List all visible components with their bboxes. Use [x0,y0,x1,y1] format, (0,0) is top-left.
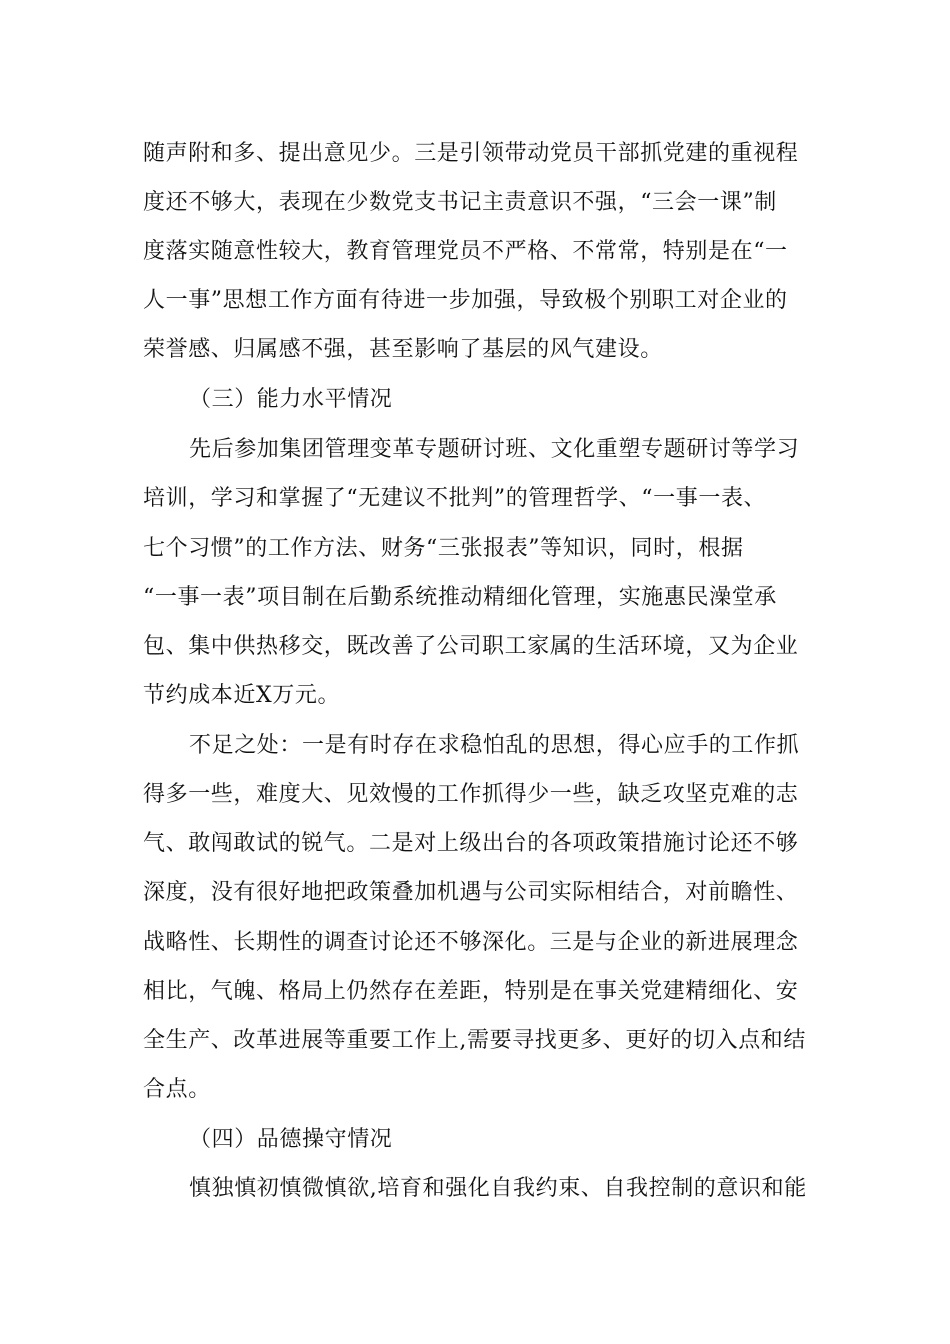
paragraph-line: 七个习惯”的工作方法、财务“三张报表”等知识，同时，根据 [143,536,744,561]
paragraph-line: 相比，气魄、格局上仍然存在差距，特别是在事关党建精细化、安 [143,979,799,1004]
paragraph-line: 得多一些，难度大、见效慢的工作抓得少一些，缺乏攻坚克难的志 [143,782,799,807]
paragraph-line: 慎独慎初慎微慎欲,培育和强化自我约束、自我控制的意识和能 [189,1176,807,1201]
paragraph-line: 先后参加集团管理变革专题研讨班、文化重塑专题研讨等学习 [189,437,800,462]
paragraph-line: 随声附和多、提出意见少。三是引领带动党员干部抓党建的重视程 [143,141,799,166]
paragraph-line: 度落实随意性较大，教育管理党员不严格、不常常，特别是在“一 [143,239,788,264]
section-heading: （四）品德操守情况 [189,1127,393,1152]
section-heading: （三）能力水平情况 [189,387,393,412]
paragraph-line: 气、敢闯敢试的锐气。二是对上级出台的各项政策措施讨论还不够 [143,831,799,856]
paragraph-line: “一事一表”项目制在后勤系统推动精细化管理，实施惠民澡堂承 [143,585,777,610]
paragraph-line: 度还不够大，表现在少数党支书记主责意识不强，“三会一课”制 [143,190,777,215]
paragraph-line: 节约成本近X万元。 [143,683,341,708]
paragraph-line: 不足之处：一是有时存在求稳怕乱的思想，得心应手的工作抓 [189,733,800,758]
paragraph-line: 全生产、改革进展等重要工作上,需要寻找更多、更好的切入点和结 [143,1028,806,1053]
paragraph-line: 培训，学习和掌握了“无建议不批判”的管理哲学、“一事一表、 [143,486,767,511]
paragraph-line: 合点。 [143,1077,211,1102]
paragraph-line: 荣誉感、归属感不强，甚至影响了基层的风气建设。 [143,337,663,362]
paragraph-line: 战略性、长期性的调查讨论还不够深化。三是与企业的新进展理念 [143,930,799,955]
paragraph-line: 人一事”思想工作方面有待进一步加强，导致极个别职工对企业的 [143,288,788,313]
paragraph-line: 包、集中供热移交，既改善了公司职工家属的生活环境，又为企业 [143,634,799,659]
paragraph-line: 深度，没有很好地把政策叠加机遇与公司实际相结合，对前瞻性、 [143,880,799,905]
